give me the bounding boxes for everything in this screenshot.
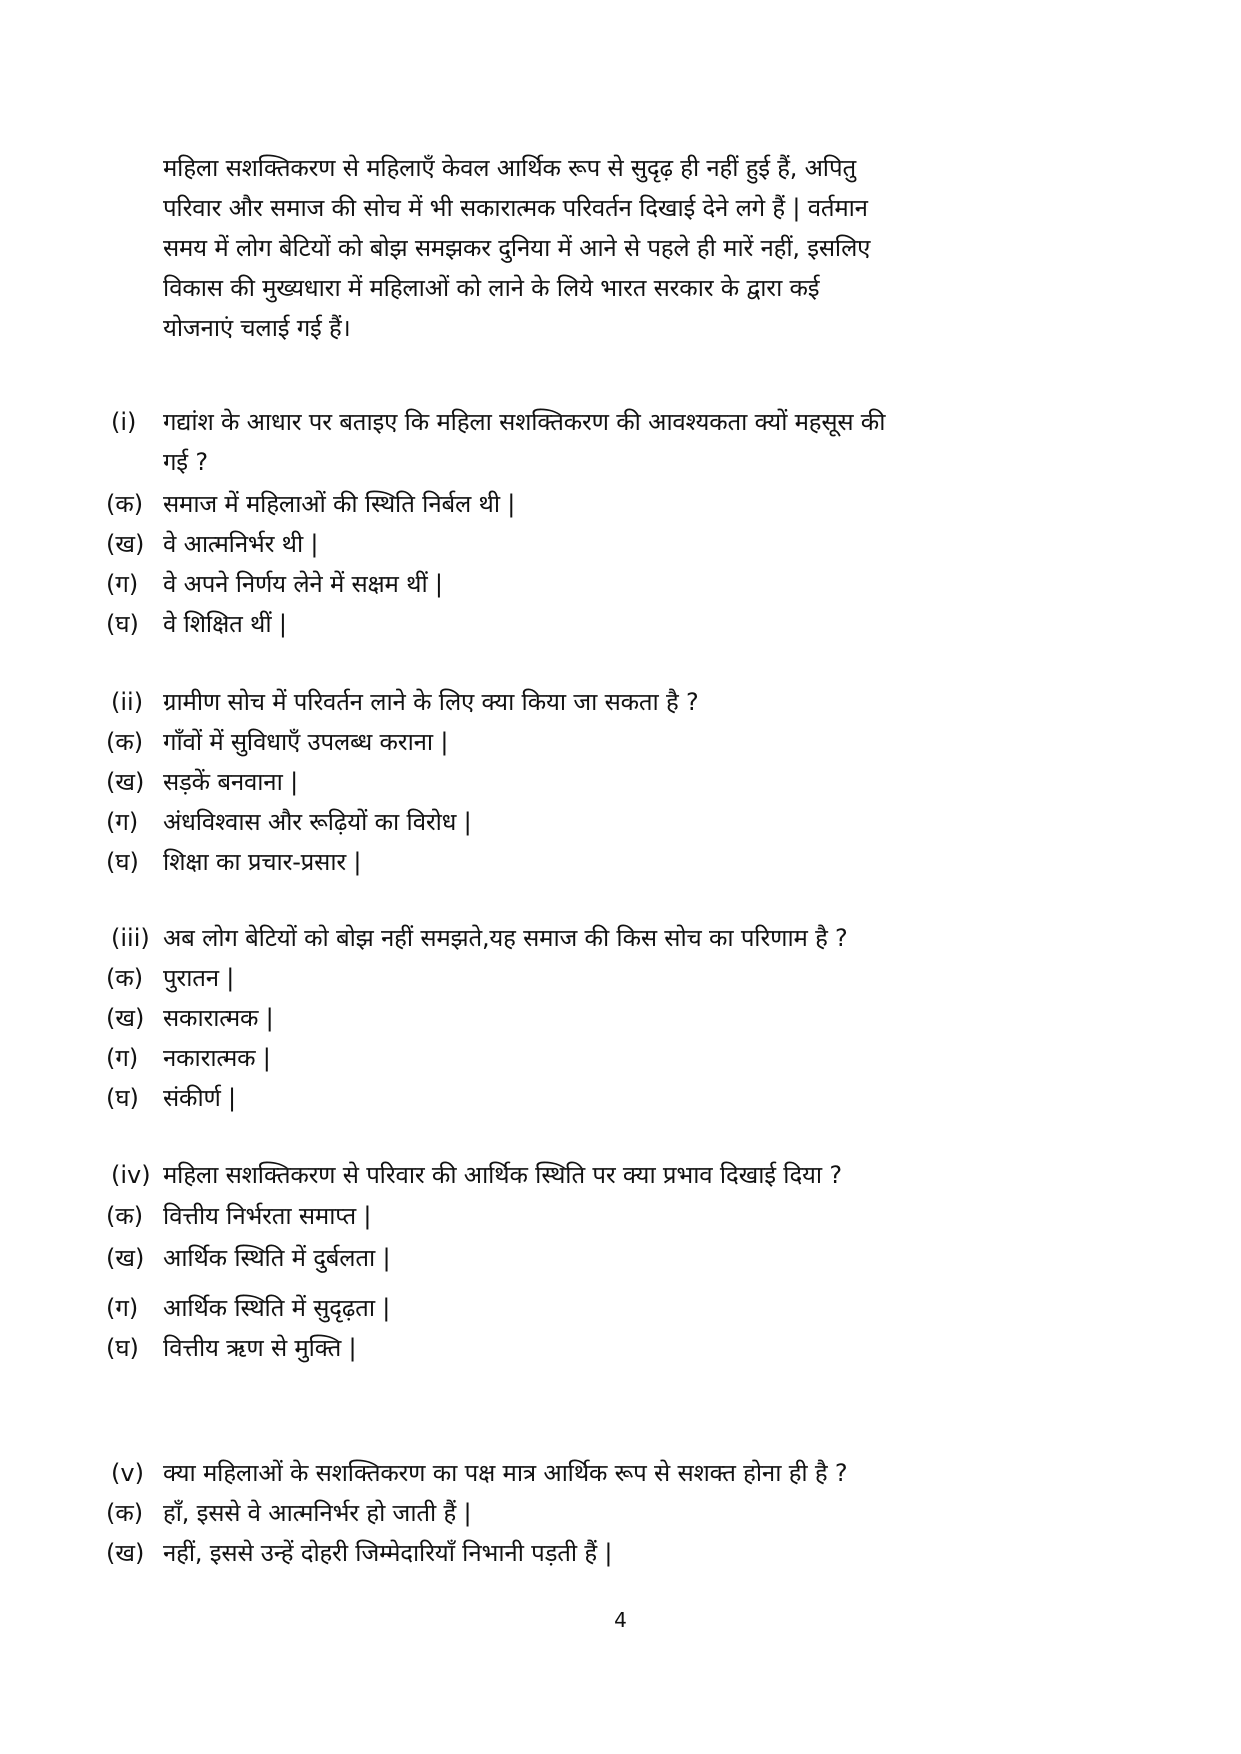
option-label: (घ) <box>106 610 139 638</box>
option-text: हाँ, इससे वे आत्मनिर्भर हो जाती हैं | <box>163 1499 472 1527</box>
option-text: वित्तीय ऋण से मुक्ति | <box>163 1334 357 1362</box>
option-text: संकीर्ण | <box>163 1084 236 1112</box>
option-gha <box>0 604 1241 644</box>
question-stem <box>0 1155 1241 1195</box>
option-kha <box>0 1533 1241 1573</box>
passage-line: समय में लोग बेटियों को बोझ समझकर दुनिया में आने से पहले ही मारें नहीं, इसलिए <box>163 234 871 262</box>
option-text: सकारात्मक | <box>163 1004 274 1032</box>
passage-line: विकास की मुख्यधारा में महिलाओं को लाने के लिये भारत सरकार के द्वारा कई <box>163 274 820 302</box>
passage <box>163 148 1063 348</box>
question-text: गद्यांश के आधार पर बताइए कि महिला सशक्तिकरण की आवश्यकता क्यों महसूस की <box>163 408 886 436</box>
option-label: (ख) <box>106 1539 145 1567</box>
option-label: (ख) <box>106 768 145 796</box>
question-number: (iv) <box>111 1161 151 1189</box>
question-text: क्या महिलाओं के सशक्तिकरण का पक्ष मात्र आर्थिक रूप से सशक्त होना ही है ? <box>163 1459 848 1487</box>
option-kha <box>0 1238 1241 1278</box>
question-stem <box>0 682 1241 722</box>
option-label: (घ) <box>106 848 139 876</box>
passage-line: परिवार और समाज की सोच में भी सकारात्मक परिवर्तन दिखाई देने लगे हैं | वर्तमान <box>163 194 868 222</box>
option-text: वे शिक्षित थीं | <box>163 610 287 638</box>
option-label: (ग) <box>106 808 139 836</box>
question-text: ग्रामीण सोच में परिवर्तन लाने के लिए क्या किया जा सकता है ? <box>163 688 699 716</box>
passage-line: योजनाएं चलाई गई हैं। <box>163 314 351 342</box>
option-gha <box>0 1078 1241 1118</box>
option-text: पुरातन | <box>163 964 235 992</box>
option-text: समाज में महिलाओं की स्थिति निर्बल थी | <box>163 490 516 518</box>
question-number: (iii) <box>111 924 150 952</box>
option-label: (ख) <box>106 530 145 558</box>
option-label: (क) <box>106 1202 144 1230</box>
option-label: (घ) <box>106 1084 139 1112</box>
option-text: आर्थिक स्थिति में सुदृढ़ता | <box>163 1294 391 1322</box>
option-ga <box>0 802 1241 842</box>
question-number: (ii) <box>111 688 144 716</box>
page-number: 4 <box>614 1608 627 1632</box>
question-stem <box>0 1453 1241 1493</box>
option-ka <box>0 1196 1241 1236</box>
option-label: (ख) <box>106 1004 145 1032</box>
passage-line: महिला सशक्तिकरण से महिलाएँ केवल आर्थिक रूप से सुदृढ़ ही नहीं हुई हैं, अपितु <box>163 154 856 182</box>
option-label: (क) <box>106 490 144 518</box>
option-text: नहीं, इससे उन्हें दोहरी जिम्मेदारियाँ निभानी पड़ती हैं | <box>163 1539 613 1567</box>
option-label: (ग) <box>106 1294 139 1322</box>
option-label: (ग) <box>106 570 139 598</box>
option-text: नकारात्मक | <box>163 1044 271 1072</box>
option-label: (ख) <box>106 1244 145 1272</box>
option-kha <box>0 524 1241 564</box>
option-ga <box>0 1288 1241 1328</box>
option-text: वे आत्मनिर्भर थी | <box>163 530 319 558</box>
option-text: सड़कें बनवाना | <box>163 768 298 796</box>
option-kha <box>0 762 1241 802</box>
option-label: (ग) <box>106 1044 139 1072</box>
question-stem-continued <box>0 442 1241 482</box>
option-ka <box>0 958 1241 998</box>
option-gha <box>0 1328 1241 1368</box>
option-ka <box>0 722 1241 762</box>
question-text: महिला सशक्तिकरण से परिवार की आर्थिक स्थिति पर क्या प्रभाव दिखाई दिया ? <box>163 1161 842 1189</box>
option-label: (घ) <box>106 1334 139 1362</box>
option-ga <box>0 564 1241 604</box>
option-label: (क) <box>106 728 144 756</box>
question-number: (v) <box>111 1459 144 1487</box>
question-text: अब लोग बेटियों को बोझ नहीं समझते,यह समाज की किस सोच का परिणाम है ? <box>163 924 848 952</box>
option-text: शिक्षा का प्रचार-प्रसार | <box>163 848 362 876</box>
option-text: गाँवों में सुविधाएँ उपलब्ध कराना | <box>163 728 449 756</box>
option-kha <box>0 998 1241 1038</box>
option-text: वे अपने निर्णय लेने में सक्षम थीं | <box>163 570 443 598</box>
option-text: आर्थिक स्थिति में दुर्बलता | <box>163 1244 391 1272</box>
option-gha <box>0 842 1241 882</box>
option-text: अंधविश्वास और रूढ़ियों का विरोध | <box>163 808 472 836</box>
question-number: (i) <box>111 408 137 436</box>
option-text: वित्तीय निर्भरता समाप्त | <box>163 1202 372 1230</box>
option-ka <box>0 484 1241 524</box>
option-label: (क) <box>106 964 144 992</box>
option-ka <box>0 1493 1241 1533</box>
option-ga <box>0 1038 1241 1078</box>
option-label: (क) <box>106 1499 144 1527</box>
question-text: गई ? <box>163 448 208 476</box>
question-stem <box>0 918 1241 958</box>
question-stem <box>0 402 1241 442</box>
